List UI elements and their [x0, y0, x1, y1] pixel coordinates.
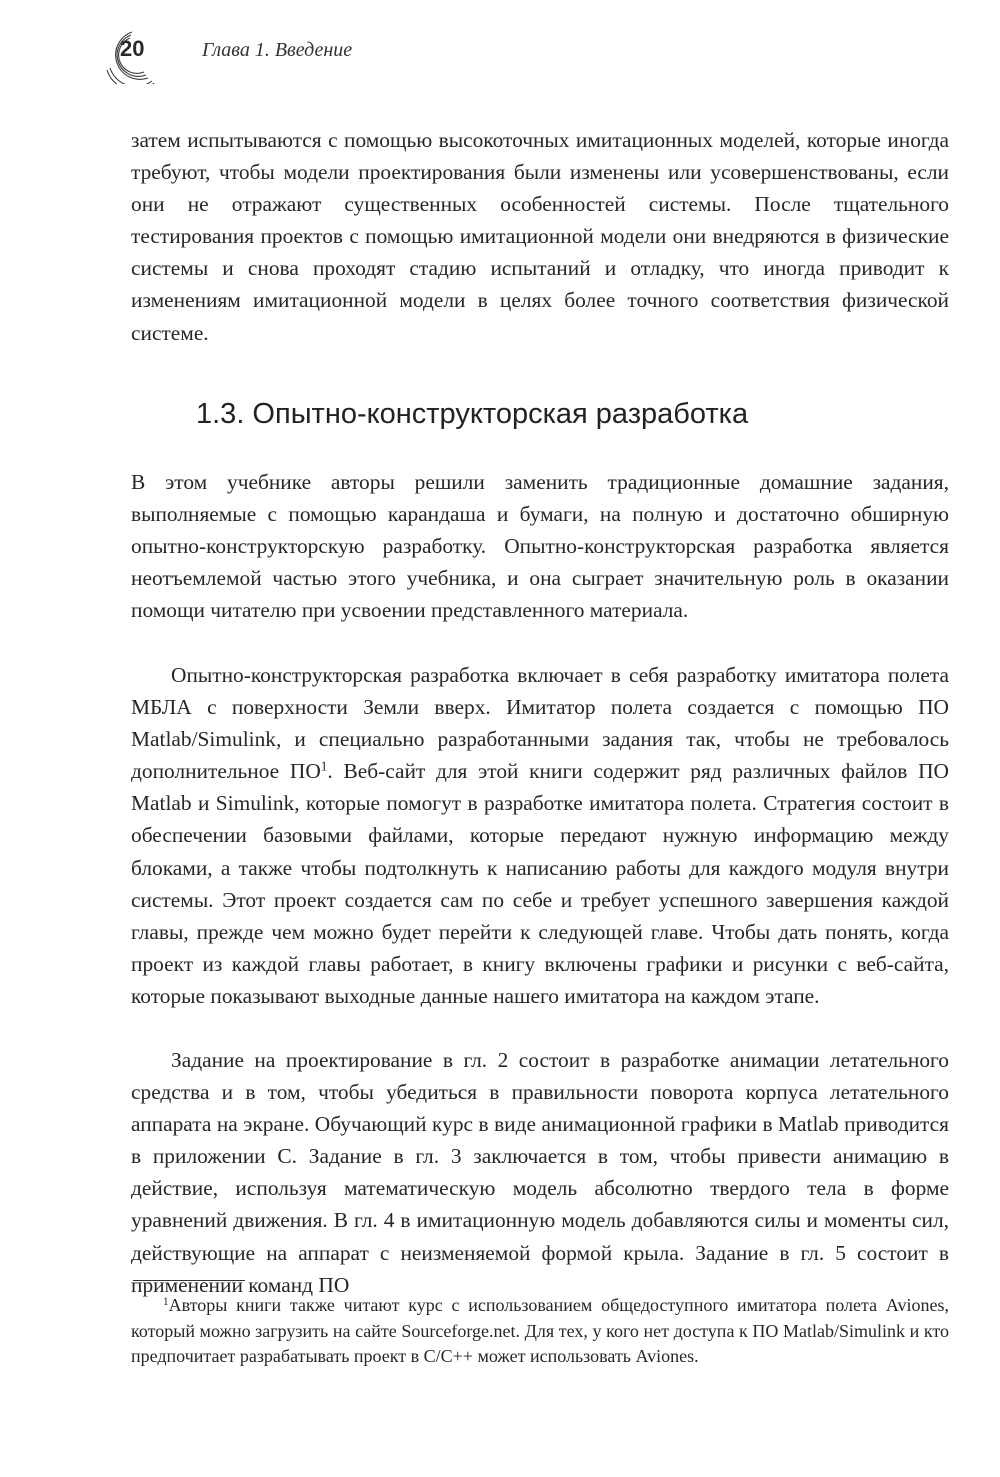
section-paragraph-3: Задание на проектирование в гл. 2 состоит в разработке анимации летательного средства и в том, чтобы убедиться в правильности поворота корпуса летательного аппарата на экране. Обучающий курс в виде анимационной графики в Matlab приводится в приложении С. Задание в гл. 3 заключается в том, чтобы привести анимацию в действие, используя математическую модель абсолютно твердого тела в форме уравнений движения. В гл. 4 в имитационную модель добавляются силы и моменты сил, действующие на аппарат с неизменяемой формой крыла. Задание в гл. 5 состоит в применении команд ПО	[131, 1048, 949, 1297]
footnote-divider	[133, 1280, 245, 1281]
running-head: Глава 1. Введение	[202, 39, 353, 61]
page-header	[104, 28, 504, 84]
paragraph-intro: затем испытываются с помощью высокоточных имитационных моделей, которые иногда требуют, чтобы модели проектирования были изменены или усовершенствованы, если они не отражают существенных особенностей системы. После тщательного тестирования проектов с помощью имитационной модели они внедряются в физические системы и снова проходят стадию испытаний и отладку, что иногда приводит к изменениям имитационной модели в целях более точного соответствия физической системе.	[131, 128, 949, 345]
paragraph-2-text-a: Опытно-конструкторская разработка включает в себя разработку имитатора полета МБЛА с поверхности Земли вверх. Имитатор полета создается с помощью ПО Matlab/Simulink, и специально разработанными задания так, чтобы не требовалось дополнительное ПО	[131, 663, 949, 784]
page-number: 20	[120, 36, 145, 61]
footnote-marker: 1	[163, 1295, 169, 1308]
page-number-badge	[104, 28, 160, 84]
footnote	[131, 1293, 949, 1370]
section-paragraph-1: В этом учебнике авторы решили заменить традиционные домашние задания, выполняемые с помощью карандаша и бумаги, на полную и достаточно обширную опытно-конструкторскую разработку. Опытно-конструкторская разработка является неотъемлемой частью этого учебника, и она сыграет значительную роль в оказании помощи читателю при усвоении представленного материала.	[131, 470, 949, 623]
paragraph-2-text-b: . Веб-сайт для этой книги содержит ряд различных файлов ПО Matlab и Simulink, которые помогут в разработке имитатора полета. Стратегия состоит в обеспечении базовыми файлами, которые передают нужную информацию между блоками, а также чтобы подтолкнуть к написанию работы для каждого модуля внутри системы. Этот проект создается сам по себе и требует успешного завершения каждой главы, прежде чем можно будет перейти к следующей главе. Чтобы дать понять, когда проект из каждой главы работает, в книгу включены графики и рисунки с веб-сайта, которые показывают выходные данные нашего имитатора на каждом этапе.	[131, 759, 950, 1008]
footnote-reference[interactable]: 1	[320, 758, 328, 774]
section-heading: 1.3. Опытно-конструкторская разработка	[196, 398, 749, 430]
section-paragraph-2	[131, 659, 949, 1012]
footnote-text: Авторы книги также читают курс с использованием общедоступного имитатора полета Aviones, который можно загрузить на сайте Sourceforge.net. Для тех, у кого нет доступа к ПО Matlab/Simulink и кто предпочитает разрабатывать проект в С/С++ может использовать Aviones.	[131, 1295, 949, 1367]
